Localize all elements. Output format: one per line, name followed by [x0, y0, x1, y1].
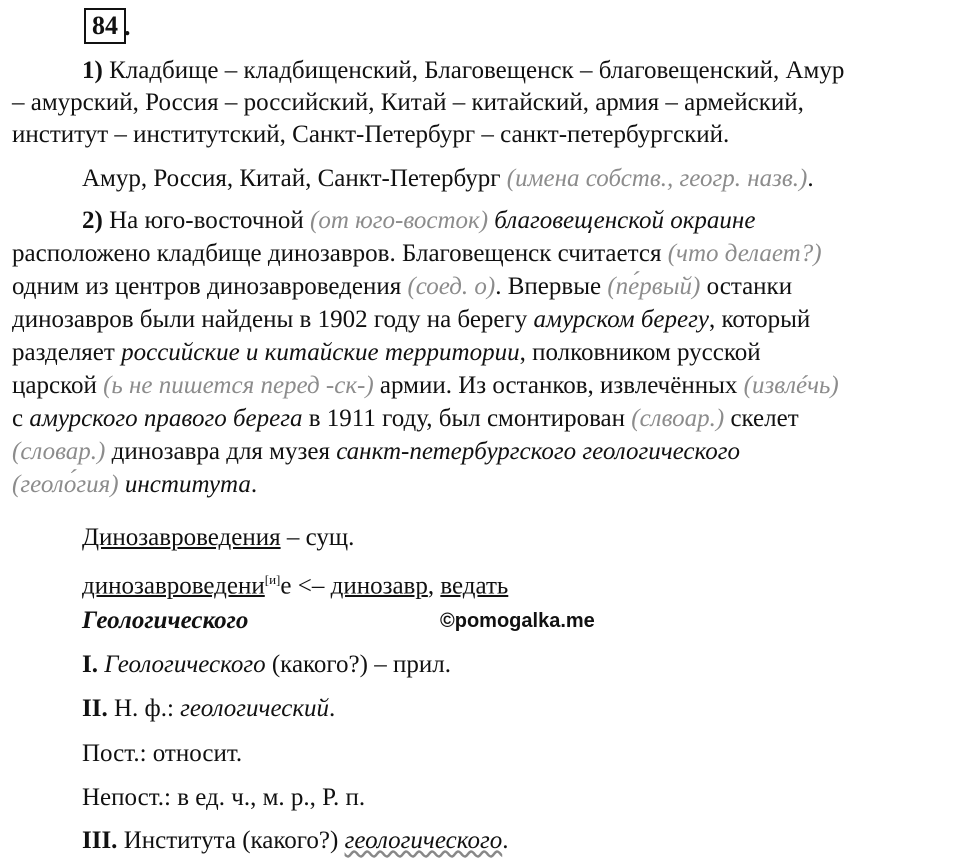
analysis-title: Геологического: [82, 607, 249, 634]
analysis-title-line: [82, 606, 248, 636]
proper-names: Амур, Россия, Китай, Санкт-Петербург: [82, 165, 501, 192]
analysis-III-label: III.: [82, 827, 118, 854]
morph-line1: [82, 523, 354, 553]
p2-l8-a: динозавра для музея: [111, 438, 330, 465]
p2-l6-b: армии. Из останков, извлечённых: [379, 372, 738, 399]
morph-word2: динозавроведени: [82, 572, 265, 600]
p2-l3-note2: (пе́рвый): [607, 273, 701, 300]
analysis-nepost: [82, 783, 365, 813]
morph-word1-tail: – сущ.: [280, 524, 355, 551]
morph-word2-e: е <–: [280, 572, 331, 600]
part2-label: 2): [82, 207, 103, 234]
p2-l6-a: царской: [12, 372, 97, 399]
morph-comma: ,: [427, 572, 441, 600]
names-period: .: [807, 165, 814, 192]
analysis-II-label: II.: [82, 695, 108, 722]
analysis-III-text: Института (какого?): [117, 827, 345, 854]
p2-l3-a: одним из центров динозавроведения: [12, 273, 402, 300]
part2-line3: [12, 272, 792, 302]
p2-l6-note: (ь не пишется перед -ск-): [103, 372, 374, 399]
analysis-post-text: Пост.: относит.: [82, 740, 243, 767]
p2-l5-it: российские и китайские территории: [121, 339, 520, 366]
p2-l1-b: благовещенской окраине: [494, 207, 756, 234]
p2-l7-it: амурского правого берега: [29, 405, 303, 432]
p2-l9-note: (геоло́гия): [12, 471, 119, 498]
analysis-post: [82, 739, 242, 769]
p2-l7-note: (слвоар.): [631, 405, 725, 432]
part2-line4: [12, 305, 810, 335]
part1-line2: [12, 88, 804, 118]
p2-l3-b: . Впервые: [495, 273, 602, 300]
part2-line7: [12, 404, 799, 434]
part2-line8: [12, 437, 740, 467]
p2-l1-note: (от юго-восток): [310, 207, 489, 234]
part2-line1: [82, 206, 755, 236]
part1-text-line2: – амурский, Россия – российский, Китай – китайский, армия – армейский,: [12, 89, 804, 116]
analysis-III: [82, 826, 508, 856]
part2-line2: [12, 239, 822, 269]
exercise-number-dot: .: [124, 12, 131, 41]
p2-l6-note2: (извлéчь): [743, 372, 839, 399]
morph-line2: [82, 565, 508, 601]
part1-label: 1): [82, 57, 103, 84]
part2-line5: [12, 338, 761, 368]
p2-l1-a: На юго-восточной: [109, 207, 304, 234]
analysis-I: [82, 650, 451, 680]
analysis-I-word: Геологического: [104, 651, 266, 678]
part1-line1: [82, 56, 844, 86]
analysis-II-text: Н. ф.:: [107, 695, 181, 722]
p2-l7-b: в 1911 году, был смонтирован: [308, 405, 626, 432]
p2-l4-a: динозавров были найдены в 1902 году на берегу: [12, 306, 528, 333]
proper-names-note: (имена собств., геогр. назв.): [506, 165, 808, 192]
p2-l7-c: скелет: [730, 405, 799, 432]
exercise-number: 84: [84, 8, 126, 44]
p2-l8-note: (словар.): [12, 438, 106, 465]
p2-l4-it: амурском берегу: [533, 306, 709, 333]
analysis-I-label: I.: [82, 651, 98, 678]
p2-l2-note: (что делает?): [667, 240, 822, 267]
morph-root2: ведать: [440, 572, 509, 600]
p2-l7-a: с: [12, 405, 24, 432]
analysis-II: [82, 694, 335, 724]
part2-line6: [12, 371, 839, 401]
watermark: ©pomogalka.me: [440, 610, 595, 632]
part1-text-line3: институт – институтский, Санкт-Петербург – санкт-петербургский.: [12, 121, 730, 148]
p2-l8-it: санкт-петербургского геологического: [336, 438, 740, 465]
p2-l5-b: , полковником русской: [519, 339, 761, 366]
p2-l2-a: расположено кладбище динозавров. Благовещенск считается: [12, 240, 662, 267]
morph-word2-sup: [и]: [264, 572, 281, 587]
analysis-II-word: геологический: [180, 695, 330, 722]
morph-root1: динозавр: [330, 572, 428, 600]
part1-names-line: [82, 164, 814, 194]
analysis-III-end: .: [502, 827, 509, 854]
p2-l3-c: останки: [706, 273, 793, 300]
p2-l9-it: института: [124, 471, 251, 498]
analysis-III-word: геологического: [344, 827, 503, 854]
analysis-nepost-text: Непост.: в ед. ч., м. р., Р. п.: [82, 784, 366, 811]
part1-line3: [12, 120, 729, 150]
part2-line9: [12, 470, 257, 500]
part1-text-line1: Кладбище – кладбищенский, Благовещенск – благовещенский, Амур: [109, 57, 845, 84]
morph-word1: Динозавроведения: [82, 524, 281, 551]
p2-l5-a: разделяет: [12, 339, 115, 366]
analysis-I-text: (какого?) – прил.: [265, 651, 451, 678]
p2-l4-b: , который: [708, 306, 811, 333]
analysis-II-end: .: [329, 695, 336, 722]
p2-l3-note: (соед. о): [407, 273, 496, 300]
p2-l9-end: .: [250, 471, 258, 498]
